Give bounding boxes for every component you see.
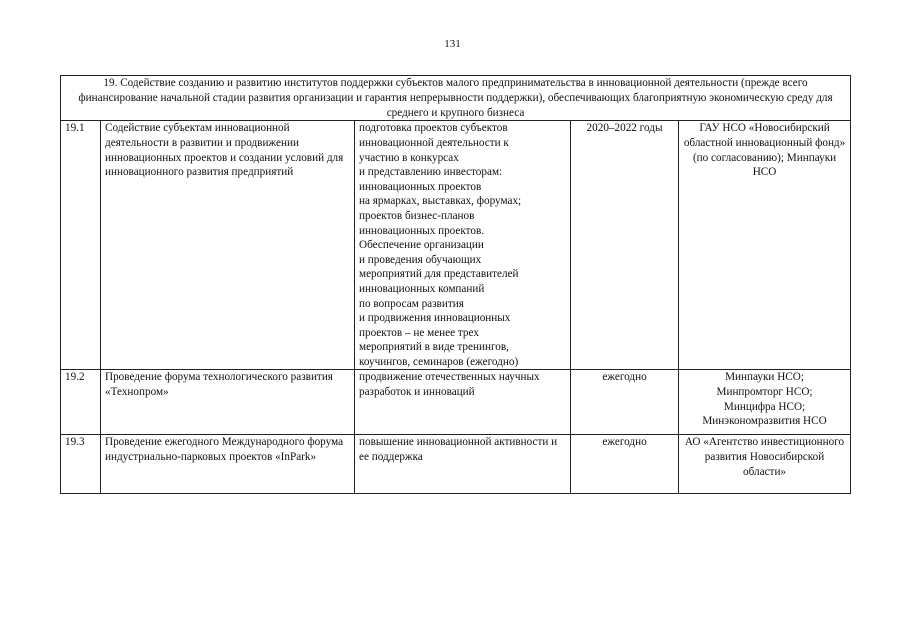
row-number: 19.2	[61, 370, 101, 435]
measures-table	[60, 75, 851, 494]
section-header-row	[61, 76, 851, 121]
table-row	[61, 435, 851, 494]
period-cell: ежегодно	[571, 435, 679, 494]
table-row	[61, 370, 851, 435]
table-row	[61, 121, 851, 370]
result-cell: повышение инновационной активности и ее поддержка	[355, 435, 571, 494]
responsible-cell: Минпауки НСО; Минпромторг НСО; Минцифра НСО; Минэкономразвития НСО	[679, 370, 851, 435]
responsible-cell: ГАУ НСО «Новосибирский областной инновационный фонд» (по согласованию); Минпауки НСО	[679, 121, 851, 370]
activity-cell: Проведение форума технологического развития «Технопром»	[101, 370, 355, 435]
period-cell: 2020–2022 годы	[571, 121, 679, 370]
responsible-cell: АО «Агентство инвестиционного развития Новосибирской области»	[679, 435, 851, 494]
row-number: 19.3	[61, 435, 101, 494]
period-cell: ежегодно	[571, 370, 679, 435]
activity-cell: Содействие субъектам инновационной деятельности в развитии и продвижении инновационных проектов и создании условий для инновационного развития предприятий	[101, 121, 355, 370]
page-number: 131	[444, 38, 461, 50]
activity-cell: Проведение ежегодного Международного форума индустриально-парковых проектов «InPark»	[101, 435, 355, 494]
result-cell: продвижение отечественных научных разработок и инноваций	[355, 370, 571, 435]
result-cell: подготовка проектов субъектов инновационной деятельности к участию в конкурсах и представлению инвесторам: инновационных проектов на ярмарках, выставках, форумах; проектов бизнес-планов инновационных проектов. Обеспечение организации и проведения обучающих мероприятий для представителей инновационных компаний по вопросам развития и продвижения инновационных проектов – не менее трех мероприятий в виде тренингов, коучингов, семинаров (ежегодно)	[355, 121, 571, 370]
row-number: 19.1	[61, 121, 101, 370]
section-title: 19. Содействие созданию и развитию институтов поддержки субъектов малого предпринимательства в инновационной деятельности (прежде всего финансирование начальной стадии развития организации и гарантия непрерывности поддержки), обеспечивающих благоприятную экономическую среду для среднего и крупного бизнеса	[61, 76, 851, 121]
